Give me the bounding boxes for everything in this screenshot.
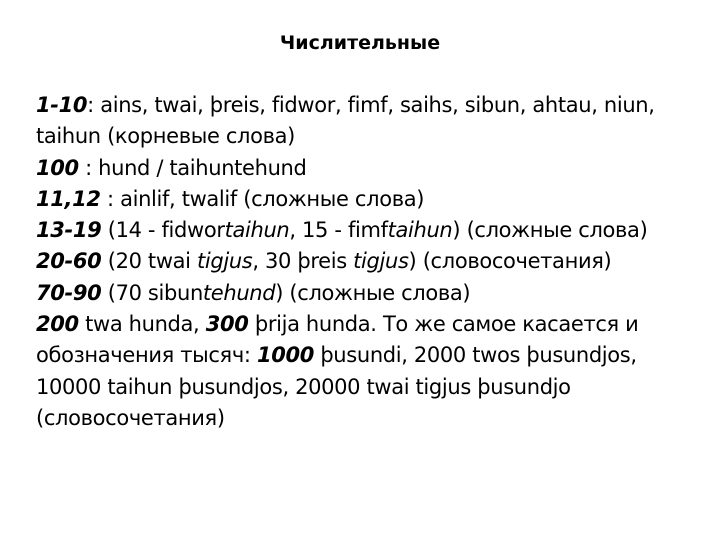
italic-segment: tigjus [196,249,253,274]
text-segment: (14 - fidwor [101,218,225,243]
paragraph-1-10 [36,90,706,153]
text-segment: (20 twai [101,249,197,274]
text-segment: þusundi, 2000 twos þusundjos, 10000 taihun þusundjos, 20000 twai tigjus þusundjo (словосочетания) [36,343,637,430]
text-segment: : ainlif, twalif (сложные слова) [100,186,425,211]
paragraph-13-19 [36,215,706,246]
text-segment: þrija hunda. То же самое касается и обозначения тысяч: [36,312,639,368]
italic-segment: taihun [387,218,453,243]
paragraph-200-plus [36,309,706,434]
text-segment: ) (словосочетания) [408,249,612,274]
number-range: 11,12 [36,186,101,211]
paragraph-11-12 [36,184,706,215]
slide-title: Числительные [279,32,441,54]
text-segment: , 30 þreis [252,249,354,274]
text-segment: ) (сложные слова) [452,218,648,243]
number-range: 200 [36,312,79,337]
italic-segment: tehund [202,280,276,305]
text-segment: : hund / taihuntehund [78,155,307,180]
text-segment: : ains, twai, þreis, fidwor, fimf, saihs, sibun, ahtau, niun, taihun (корневые слова) [36,93,655,149]
slide-body [36,90,706,434]
paragraph-70-90 [36,278,706,309]
italic-segment: taihun [224,218,290,243]
number-range: 1-10 [36,93,88,117]
text-segment: ) (сложные слова) [275,280,471,305]
text-segment: twa hunda, [78,312,206,337]
paragraph-100 [36,153,706,184]
number-range: 300 [205,312,249,337]
text-segment: (70 sibun [101,280,203,305]
italic-segment: tigjus [353,249,409,274]
number-range: 20-60 [36,249,102,274]
number-range: 70-90 [36,280,102,305]
number-range: 100 [36,155,79,180]
number-range: 1000 [256,343,314,368]
text-segment: , 15 - fimf [289,218,388,243]
number-range: 13-19 [36,218,102,243]
paragraph-20-60 [36,246,706,277]
